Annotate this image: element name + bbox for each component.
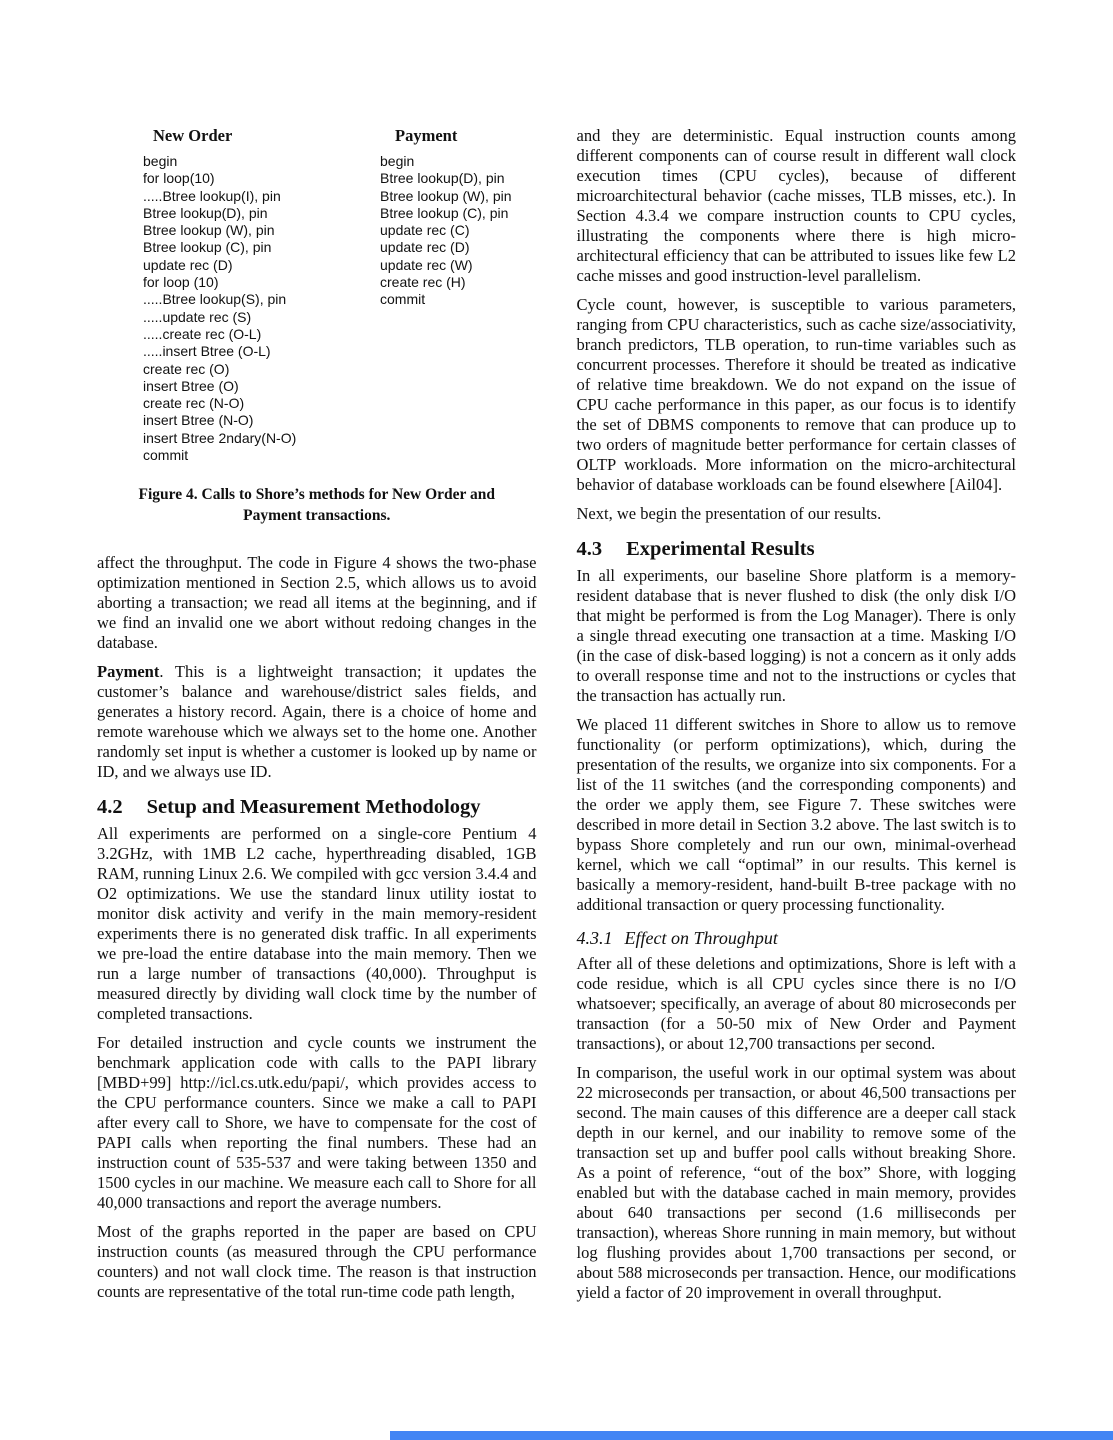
paragraph: In all experiments, our baseline Shore platform is a memory-resident database that is never flushed to disk (the only disk I/O that might be performed is from the Log Manager). There is only a single thread executing one transaction at a time. Masking I/O (in the case of disk-based logging) is not a concern as it only adds to overall response time and not to the instructions or cycles that the transaction has actually run.	[576, 566, 1016, 705]
code-line: update rec (C)	[380, 222, 470, 239]
payment-header: Payment	[395, 126, 458, 145]
bottom-highlight-bar	[390, 1431, 1113, 1440]
section-heading-4-3	[577, 537, 1017, 561]
payment-code-column	[380, 126, 537, 464]
paragraph-payment	[97, 662, 537, 782]
code-line: update rec (D)	[380, 239, 470, 256]
left-column	[97, 126, 537, 1312]
code-line: .....Btree lookup(S), pin	[143, 291, 287, 308]
paragraph: affect the throughput. The code in Figure 4 shows the two-phase optimization mentioned in Section 2.5, which allows us to avoid aborting a transaction; we read all items at the beginning, and if we find an invalid one we abort without redoing changes in the database.	[97, 553, 537, 653]
paragraph: All experiments are performed on a single-core Pentium 4 3.2GHz, with 1MB L2 cache, hyperthreading disabled, 1GB RAM, running Linux 2.6. We compiled with gcc version 3.4.4 and O2 optimizations. We use the standard linux utility iostat to monitor disk activity and verify in the main memory-resident experiments there is no generated disk traffic. In all experiments we pre-load the entire database into the main memory. Then we run a large number of transactions (40,000). Throughput is measured directly by dividing wall clock time by the number of completed transactions.	[97, 824, 537, 1024]
code-line: Btree lookup (W), pin	[380, 187, 512, 204]
two-column-layout	[97, 126, 1016, 1312]
code-line: create rec (O)	[143, 360, 230, 377]
new-order-code-column	[143, 126, 380, 464]
code-line: Btree lookup(D), pin	[380, 170, 505, 187]
section-number: 4.2	[97, 796, 123, 819]
code-line: for loop(10)	[143, 170, 215, 187]
paragraph: Most of the graphs reported in the paper are based on CPU instruction counts (as measured through the CPU performance counters) and not wall clock time. The reason is that instruction counts are representative of the total run-time code path length,	[97, 1222, 537, 1302]
code-line: .....insert Btree (O-L)	[143, 343, 271, 360]
code-line: Btree lookup (C), pin	[380, 204, 509, 221]
code-line: .....Btree lookup(I), pin	[143, 187, 281, 204]
paragraph-text: . This is a lightweight transaction; it updates the customer’s balance and warehouse/district sales fields, and generates a history record. Again, there is a choice of home and remote warehouse which we always set to the home one. Another randomly set input is whether a customer is looked up by name or ID, and we always use ID.	[97, 662, 537, 782]
figure-4-caption	[107, 484, 527, 526]
code-line: .....create rec (O-L)	[143, 325, 262, 342]
section-heading-4-2	[97, 795, 537, 819]
new-order-header: New Order	[153, 126, 233, 145]
paragraph: After all of these deletions and optimizations, Shore is left with a code residue, which is all CPU cycles since there is no I/O whatsoever; specifically, an average of about 80 microseconds per transaction (for a 50-50 mix of New Order and Payment transactions), or about 12,700 transactions per second.	[576, 954, 1016, 1053]
code-line: Btree lookup (W), pin	[143, 222, 275, 239]
paragraph: We placed 11 different switches in Shore to allow us to remove functionality (or perform optimizations), which, during the presentation of the results, we organize into six components. For a list of the 11 switches (and the corresponding components) and the order we apply them, see Figure 7. These switches were described in more detail in Section 3.2 above. The last switch is to bypass Shore completely and run our own, minimal-overhead kernel, which we call “optimal” in our results. This kernel is basically a memory-resident, hand-built B-tree package with no additional transaction or query processing functionality.	[576, 715, 1016, 914]
subsection-number: 4.3.1	[576, 928, 613, 948]
code-line: commit	[143, 447, 189, 464]
paragraph: and they are deterministic. Equal instruction counts among different components can of course result in different wall clock execution times (CPU cycles), because of different microarchitectural behavior (cache misses, TLB misses, etc.). In Section 4.3.4 we compare instruction counts to CPU cycles, illustrating the components where there is high micro-architectural efficiency that can be attributed to issues like few L2 cache misses and good instruction-level parallelism.	[576, 126, 1016, 285]
payment-lead-word: Payment	[97, 662, 160, 682]
right-column	[577, 126, 1017, 1312]
code-line: begin	[143, 153, 178, 169]
code-line: create rec (N-O)	[143, 395, 245, 412]
code-line: begin	[380, 153, 415, 169]
code-line: Btree lookup (C), pin	[143, 239, 272, 256]
paragraph: Cycle count, however, is susceptible to various parameters, ranging from CPU characteristics, such as cache size/associativity, branch predictors, TLB operation, to run-time variables such as concurrent processes. Therefore it should be treated as indicative of relative time breakdown. We do not expand on the issue of CPU cache performance in this paper, as our focus is to identify the set of DBMS components to remove that can produce up to two orders of magnitude better performance for certain classes of OLTP workloads. More information on the micro-architectural behavior of database workloads can be found elsewhere [Ail04].	[576, 295, 1016, 494]
code-line: commit	[380, 291, 426, 308]
code-line: for loop (10)	[143, 274, 219, 291]
code-line: insert Btree 2ndary(N-O)	[143, 429, 297, 446]
code-line: update rec (D)	[143, 256, 233, 273]
figure-caption-line1: Figure 4. Calls to Shore’s methods for New Order and	[138, 486, 495, 504]
subsection-heading-4-3-1	[577, 927, 1017, 949]
section-number: 4.3	[576, 538, 603, 560]
code-line: Btree lookup(D), pin	[143, 204, 268, 221]
paragraph: Next, we begin the presentation of our results.	[576, 504, 882, 523]
code-line: insert Btree (N-O)	[143, 412, 254, 429]
code-line: create rec (H)	[380, 274, 466, 291]
figure-4-code-listing	[97, 126, 537, 464]
section-title: Setup and Measurement Methodology	[146, 796, 481, 819]
paragraph: For detailed instruction and cycle counts we instrument the benchmark application code with calls to the PAPI library [MBD+99] http://icl.cs.utk.edu/papi/, which provides access to the CPU performance counters. Since we make a call to PAPI after every call to Shore, we have to compensate for the cost of PAPI calls when reporting the final numbers. These had an instruction count of 535-537 and were taking between 1350 and 1500 cycles in our machine. We measure each call to Shore for all 40,000 transactions and report the average numbers.	[97, 1033, 537, 1213]
section-title: Experimental Results	[626, 538, 815, 560]
subsection-title: Effect on Throughput	[624, 928, 778, 948]
code-line: .....update rec (S)	[143, 308, 252, 325]
paragraph: In comparison, the useful work in our optimal system was about 22 microseconds per transaction, or about 46,500 transactions per second. The main causes of this difference are a deeper call stack depth in our kernel, and our inability to remove some of the transaction set up and buffer pool calls without breaking Shore. As a point of reference, “out of the box” Shore, with logging enabled but with the database cached in main memory, provides about 640 transactions per second (1.6 milliseconds per transaction), whereas Shore running in main memory, but without log flushing provides about 1,700 transactions per second, or about 588 microseconds per transaction. Hence, our modifications yield a factor of 20 improvement in overall throughput.	[576, 1063, 1016, 1302]
figure-caption-line2: Payment transactions.	[243, 507, 391, 525]
code-line: insert Btree (O)	[143, 377, 239, 394]
code-line: update rec (W)	[380, 256, 473, 273]
